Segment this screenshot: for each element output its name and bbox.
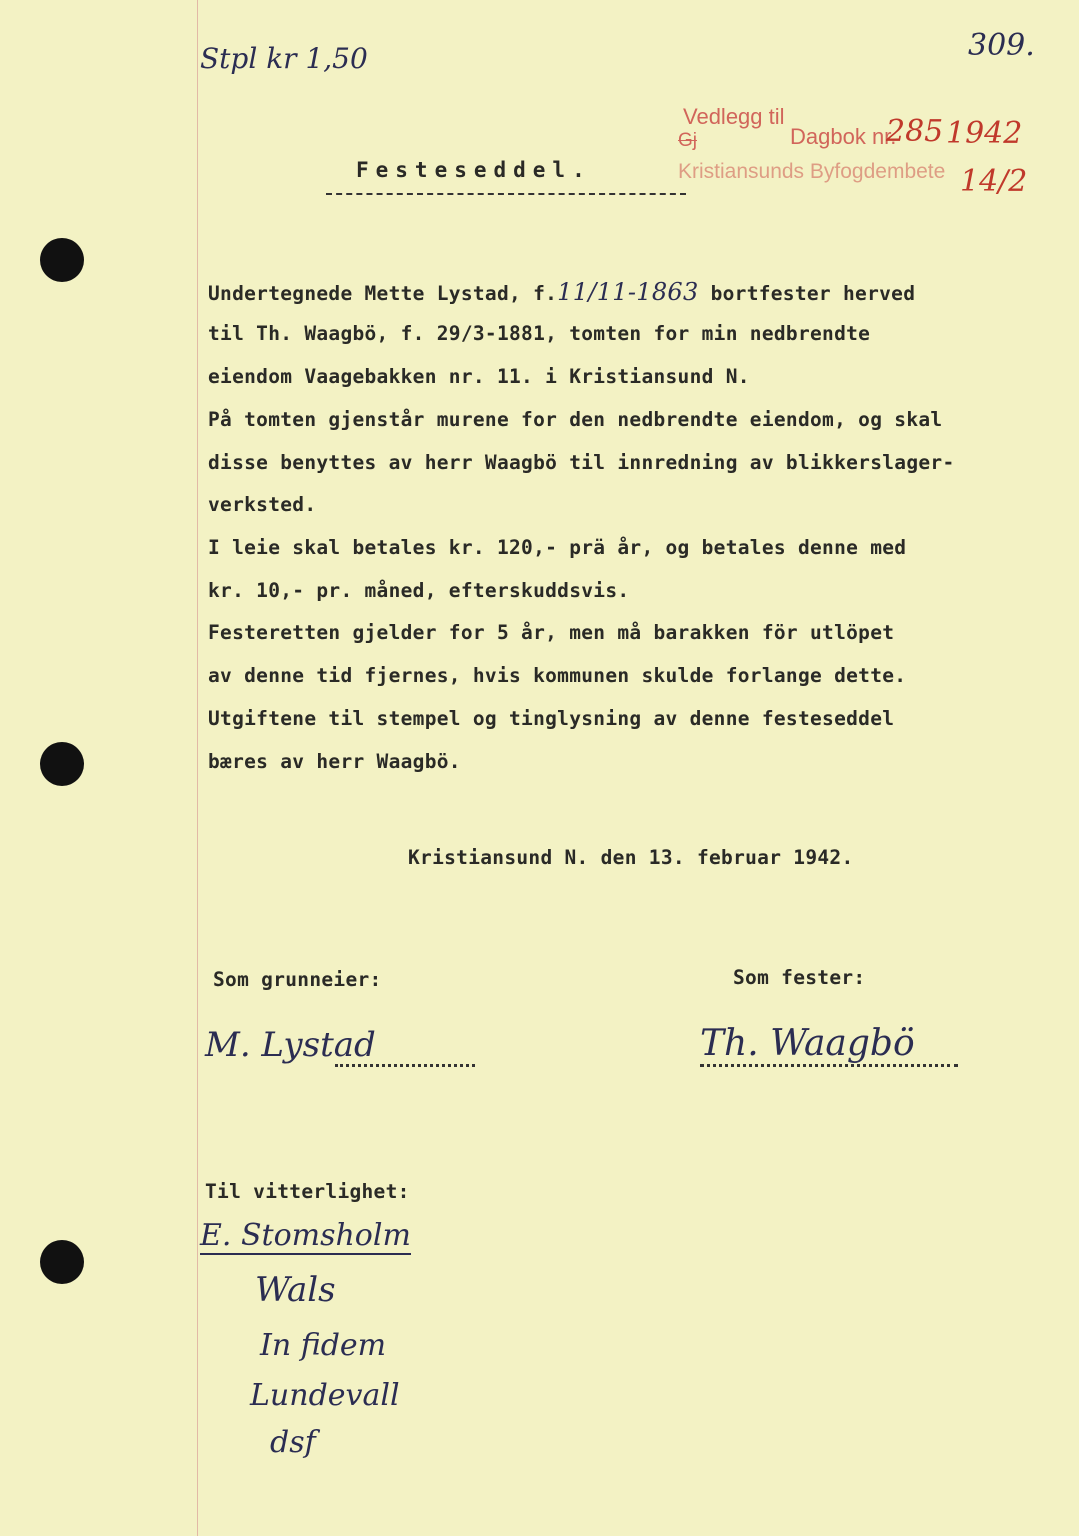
- lessee-signature-line: [700, 1064, 958, 1067]
- stamp-date-note: 14/2: [960, 164, 1028, 199]
- lessee-signature: Th. Waagbö: [700, 1023, 915, 1064]
- title-underline: [326, 193, 686, 195]
- body-line-11: Utgiftene til stempel og tinglysning av denne festeseddel: [208, 707, 895, 730]
- place-date: Kristiansund N. den 13. februar 1942.: [408, 846, 854, 869]
- witness-signature-2: Wals: [255, 1270, 336, 1310]
- body-line-12: bæres av herr Waagbö.: [208, 750, 461, 773]
- page-number: 309.: [968, 28, 1035, 63]
- birthdate-handwritten: 11/11-1863: [557, 278, 699, 306]
- stamp-line1: Vedlegg til: [683, 104, 785, 129]
- body-line-1-text: Undertegnede Mette Lystad, f.: [208, 282, 558, 305]
- body-line-6: verksted.: [208, 493, 317, 516]
- body-line-7: I leie skal betales kr. 120,- prä år, og betales denne med: [208, 536, 907, 559]
- punch-hole-top: [40, 238, 84, 282]
- body-line-5: disse benyttes av herr Waagbö til innredning av blikkerslager-: [208, 451, 955, 474]
- body-line-1-rest: bortfester herved: [698, 282, 916, 305]
- landowner-label: Som grunneier:: [213, 968, 382, 991]
- body-line-1: [208, 278, 915, 306]
- stamp-line2: Kristiansunds Byfogdembete: [678, 160, 946, 183]
- stamp-crossed-word: Gj: [678, 130, 697, 151]
- body-line-9: Festeretten gjelder for 5 år, men må barakken för utlöpet: [208, 621, 895, 644]
- margin-rule: [197, 0, 198, 1536]
- witness-label: Til vitterlighet:: [205, 1180, 410, 1203]
- punch-hole-bottom: [40, 1240, 84, 1284]
- stamp-dagbok-number: 285: [886, 114, 944, 149]
- stamp-dagbok-label: Dagbok nr.: [790, 124, 897, 149]
- witness-signature-1: E. Stomsholm: [200, 1218, 411, 1253]
- document-title: Festeseddel.: [356, 158, 592, 182]
- lessee-label: Som fester:: [733, 966, 866, 989]
- witness-signature-3c: dsf: [270, 1425, 316, 1460]
- witness-signature-3b: Lundevall: [250, 1378, 400, 1413]
- body-line-2: til Th. Waagbö, f. 29/3-1881, tomten for min nedbrendte: [208, 322, 871, 345]
- witness-signature-3a: In fidem: [260, 1328, 387, 1363]
- body-line-10: av denne tid fjernes, hvis kommunen skulde forlange dette.: [208, 664, 907, 687]
- body-line-8: kr. 10,- pr. måned, efterskuddsvis.: [208, 579, 630, 602]
- stamp-duty-note: Stpl kr 1,50: [200, 42, 368, 75]
- punch-hole-middle: [40, 742, 84, 786]
- landowner-signature-line: [335, 1064, 475, 1067]
- body-line-4: På tomten gjenstår murene for den nedbrendte eiendom, og skal: [208, 408, 943, 431]
- stamp-year: 1942: [946, 116, 1023, 151]
- landowner-signature: M. Lystad: [205, 1025, 376, 1065]
- body-line-3: eiendom Vaagebakken nr. 11. i Kristiansund N.: [208, 365, 750, 388]
